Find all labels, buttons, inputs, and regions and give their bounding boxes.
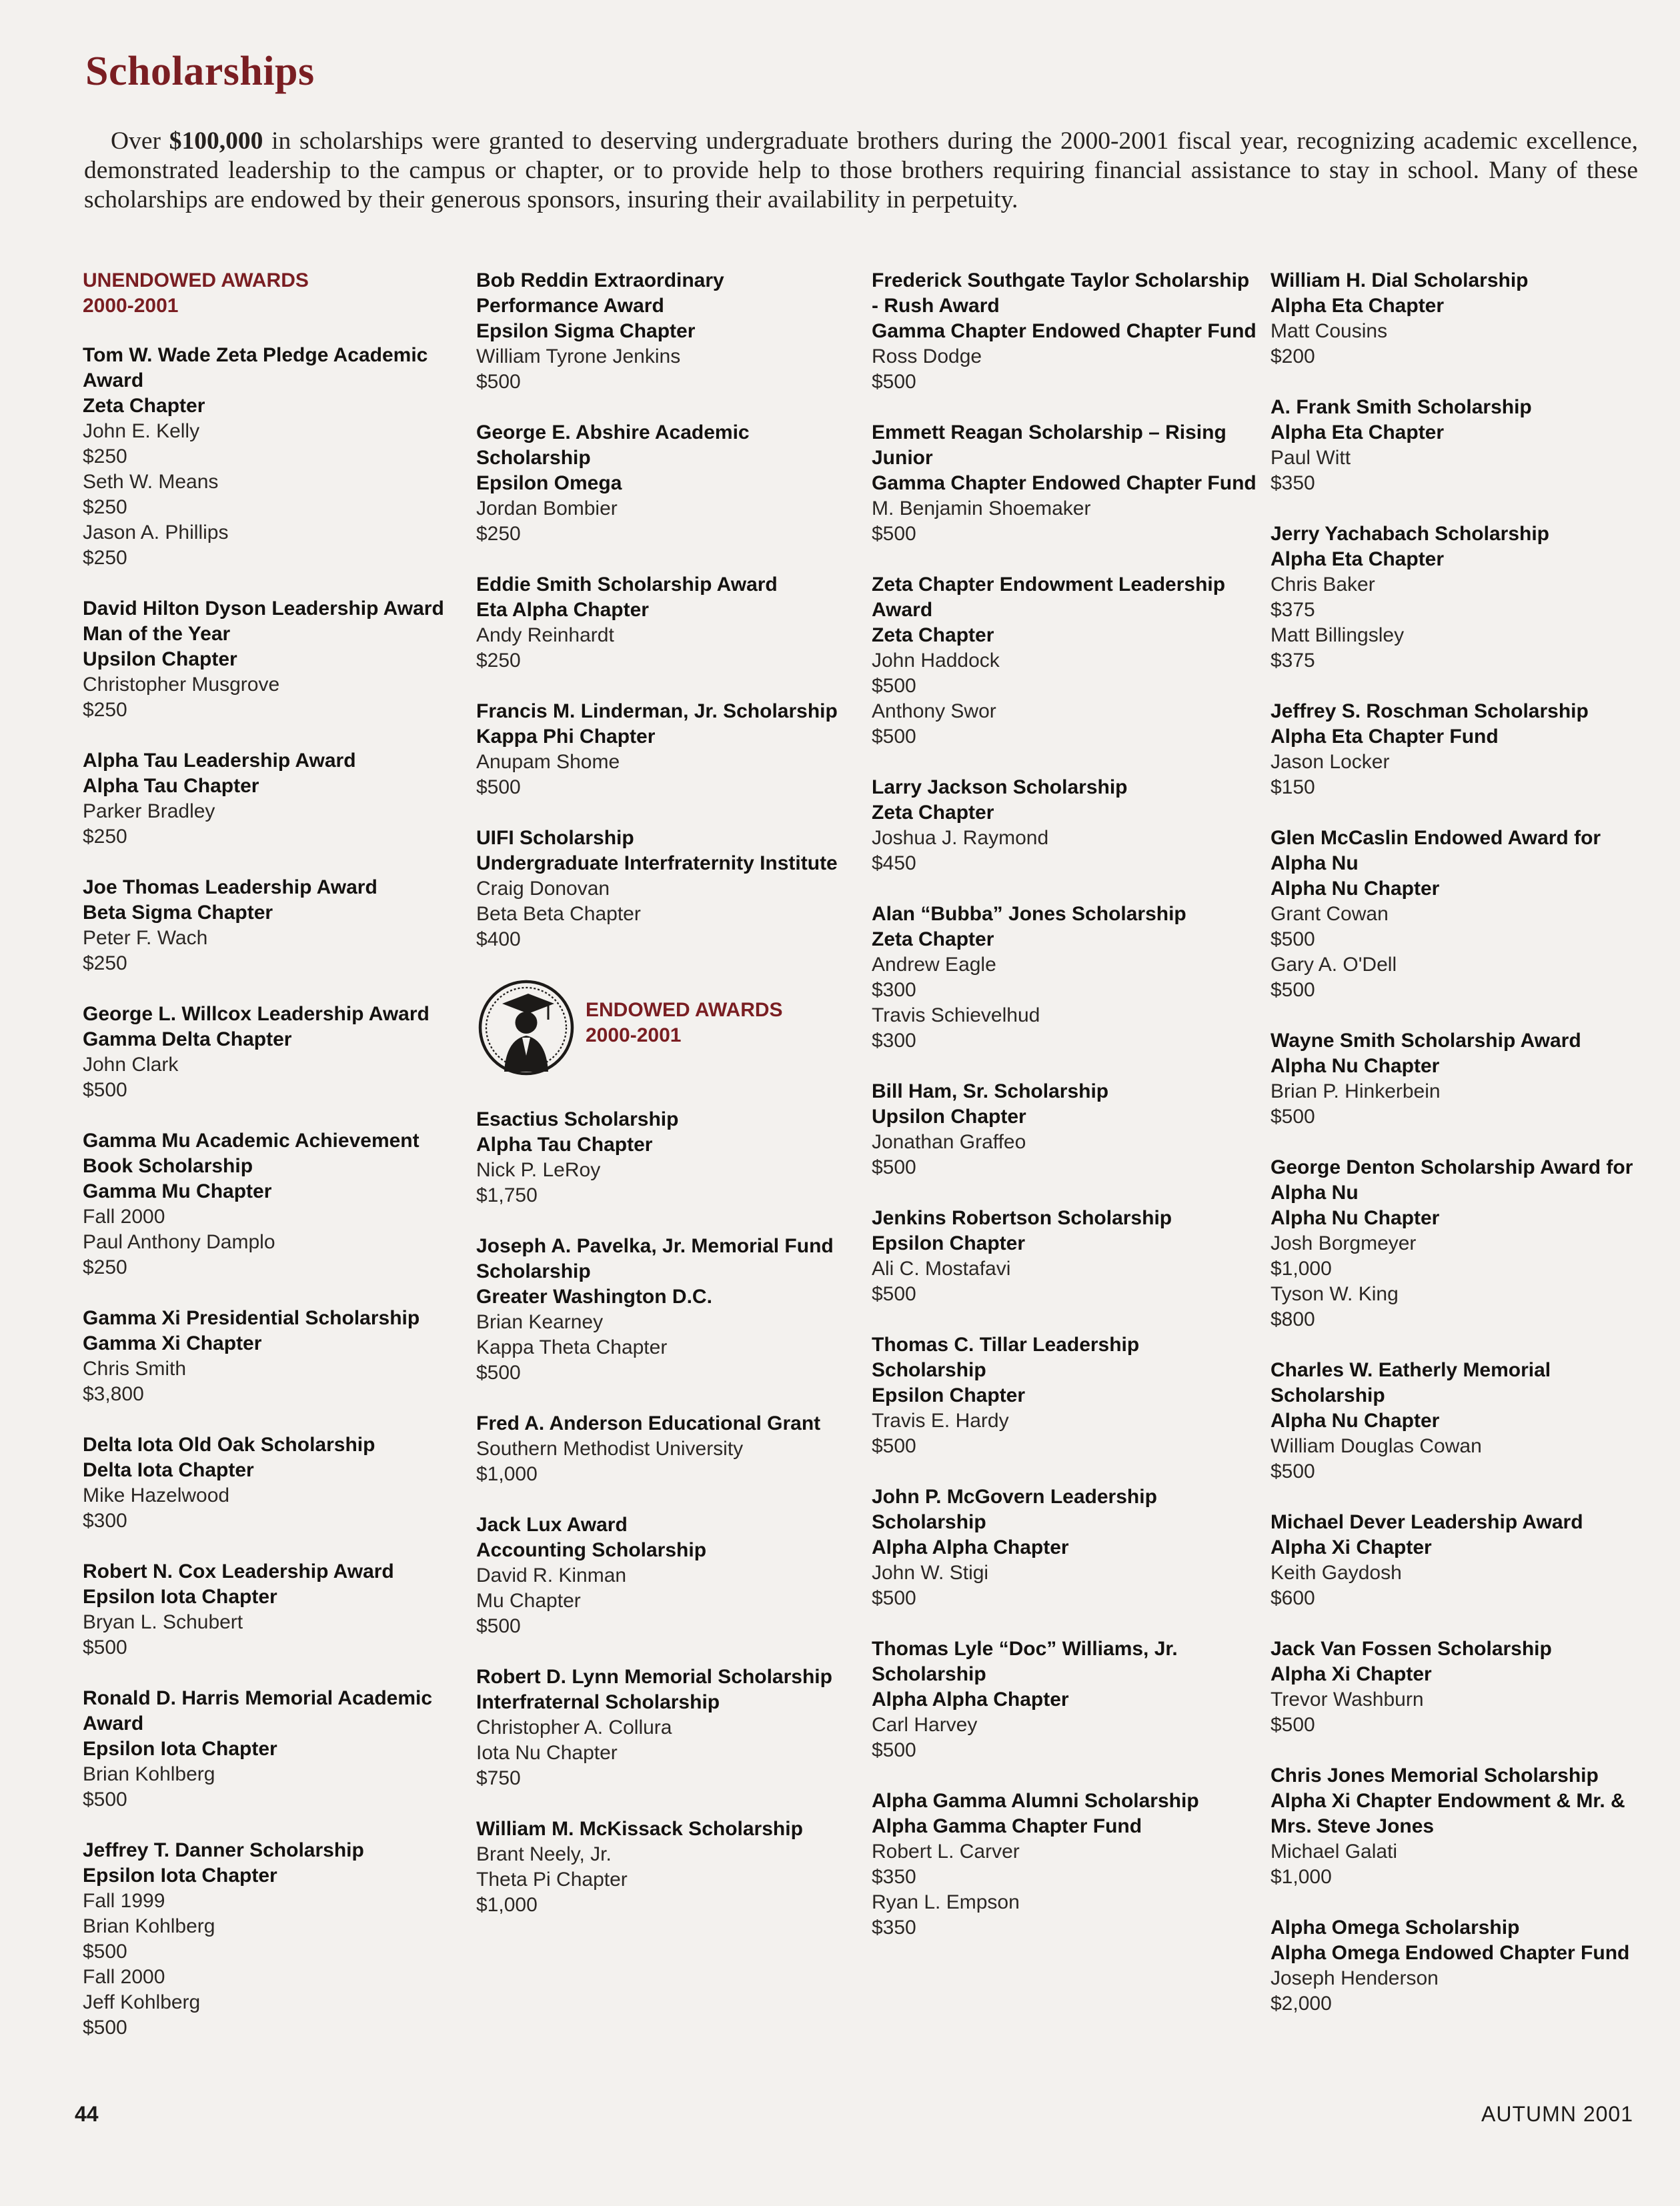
scholarship-sponsor: Alpha Nu Chapter	[1271, 1055, 1440, 1077]
scholarship-sponsor: Alpha Alpha Chapter	[872, 1536, 1069, 1558]
scholarship-detail: Andrew Eagle	[872, 954, 996, 976]
scholarship-sponsor: Upsilon Chapter	[83, 648, 237, 670]
scholarship-detail: $250	[476, 523, 521, 545]
scholarship-detail: Brian Kohlberg	[83, 1763, 215, 1785]
scholarship-title: Alan “Bubba” Jones Scholarship	[872, 903, 1186, 925]
scholarship-title: Jenkins Robertson Scholarship	[872, 1207, 1172, 1229]
issue-label: AUTUMN 2001	[1481, 2102, 1633, 2126]
scholarship-entry	[1271, 1915, 1644, 2017]
scholarship-title: Jerry Yachabach Scholarship	[1271, 523, 1549, 545]
scholarship-sponsor: Zeta Chapter	[872, 624, 994, 646]
scholarship-sponsor: Alpha Xi Chapter	[1271, 1536, 1432, 1558]
scholarship-sponsor: Alpha Xi Chapter Endowment & Mr. & Mrs. Steve Jones	[1271, 1790, 1625, 1837]
scholarship-detail: Josh Borgmeyer	[1271, 1232, 1417, 1254]
scholarship-sponsor: Alpha Gamma Chapter Fund	[872, 1815, 1142, 1837]
scholarship-title: Larry Jackson Scholarship	[872, 776, 1128, 798]
scholarship-detail: Ryan L. Empson	[872, 1891, 1020, 1913]
scholarship-detail: Andy Reinhardt	[476, 624, 614, 646]
scholarship-detail: $250	[83, 496, 127, 518]
scholarship-detail: Mu Chapter	[476, 1590, 581, 1612]
scholarship-entry	[872, 1484, 1258, 1611]
scholarship-sponsor: Gamma Chapter Endowed Chapter Fund	[872, 472, 1256, 494]
scholarship-entry	[872, 1206, 1258, 1307]
scholarship-detail: Christopher A. Collura	[476, 1717, 672, 1739]
scholarship-detail: Jeff Kohlberg	[83, 1991, 201, 2013]
scholarship-title: A. Frank Smith Scholarship	[1271, 396, 1532, 418]
column-1-entries	[83, 343, 456, 2041]
scholarship-entry	[83, 1128, 456, 1280]
scholarship-title: Alpha Gamma Alumni Scholarship	[872, 1790, 1199, 1812]
unendowed-heading-year: 2000-2001	[83, 295, 179, 317]
scholarship-detail: Bryan L. Schubert	[83, 1611, 243, 1633]
scholarship-entry	[83, 343, 456, 571]
scholarship-entry	[476, 826, 850, 952]
scholarship-sponsor: Gamma Xi Chapter	[83, 1332, 262, 1354]
scholarship-title: Delta Iota Old Oak Scholarship	[83, 1434, 375, 1456]
scholarship-detail: Fall 2000	[83, 1206, 165, 1228]
scholarship-detail: $500	[476, 1362, 521, 1384]
scholarship-detail: Brian P. Hinkerbein	[1271, 1080, 1441, 1102]
scholarship-detail: Michael Galati	[1271, 1841, 1398, 1863]
graduate-emblem-icon	[476, 978, 576, 1078]
scholarship-detail: William Tyrone Jenkins	[476, 345, 681, 367]
scholarship-title: Jeffrey T. Danner Scholarship	[83, 1839, 364, 1861]
scholarship-detail: Brant Neely, Jr.	[476, 1843, 612, 1865]
scholarship-detail: $500	[83, 1636, 127, 1659]
scholarship-detail: Chris Smith	[83, 1358, 187, 1380]
scholarship-sponsor: Alpha Eta Chapter	[1271, 548, 1445, 570]
scholarship-entry	[1271, 1358, 1644, 1484]
scholarship-title: Alpha Tau Leadership Award	[83, 750, 356, 772]
scholarship-entry	[476, 572, 850, 674]
scholarship-detail: Tyson W. King	[1271, 1283, 1399, 1305]
scholarship-title: UIFI Scholarship	[476, 827, 634, 849]
scholarship-sponsor: Alpha Eta Chapter Fund	[1271, 726, 1499, 748]
scholarship-title: Francis M. Linderman, Jr. Scholarship	[476, 700, 838, 722]
endowed-heading-year: 2000-2001	[586, 1024, 682, 1046]
scholarship-title: William M. McKissack Scholarship	[476, 1818, 803, 1840]
scholarship-sponsor: Accounting Scholarship	[476, 1539, 707, 1561]
scholarship-entry	[1271, 1763, 1644, 1890]
scholarship-detail: Travis E. Hardy	[872, 1410, 1009, 1432]
scholarship-detail: Carl Harvey	[872, 1714, 978, 1736]
scholarship-entry	[872, 902, 1258, 1054]
endowed-heading	[586, 998, 783, 1048]
scholarship-entry	[83, 1306, 456, 1407]
scholarship-detail: $250	[83, 547, 127, 569]
scholarship-detail: $150	[1271, 776, 1315, 798]
scholarship-entry	[83, 1432, 456, 1534]
scholarship-detail: Gary A. O'Dell	[1271, 954, 1397, 976]
scholarship-entry	[83, 1686, 456, 1813]
scholarship-detail: $250	[476, 650, 521, 672]
scholarship-sponsor: Kappa Phi Chapter	[476, 726, 656, 748]
scholarship-entry	[1271, 1636, 1644, 1738]
scholarship-detail: $500	[1271, 1106, 1315, 1128]
scholarship-detail: $500	[872, 1435, 916, 1457]
scholarship-detail: $500	[872, 1587, 916, 1609]
scholarship-entry	[476, 268, 850, 395]
scholarship-detail: Chris Baker	[1271, 574, 1375, 596]
scholarship-detail: Trevor Washburn	[1271, 1689, 1424, 1711]
scholarship-sponsor: Alpha Nu Chapter	[1271, 1410, 1440, 1432]
scholarship-detail: Theta Pi Chapter	[476, 1869, 628, 1891]
scholarship-detail: $300	[83, 1510, 127, 1532]
scholarship-detail: $250	[83, 699, 127, 721]
scholarship-entry	[1271, 395, 1644, 496]
scholarship-detail: $500	[872, 523, 916, 545]
scholarship-entry	[1271, 1028, 1644, 1130]
scholarship-title: Bill Ham, Sr. Scholarship	[872, 1080, 1109, 1102]
scholarship-detail: $1,000	[1271, 1866, 1332, 1888]
page-number: 44	[75, 2102, 99, 2126]
scholarship-detail: $500	[83, 1941, 127, 1963]
scholarship-detail: Jason A. Phillips	[83, 521, 229, 543]
scholarship-detail: John Clark	[83, 1054, 179, 1076]
scholarship-sponsor: Zeta Chapter	[872, 802, 994, 824]
scholarship-title: Robert N. Cox Leadership Award	[83, 1560, 394, 1582]
scholarship-detail: $600	[1271, 1587, 1315, 1609]
scholarship-sponsor: Zeta Chapter	[872, 928, 994, 950]
intro-before: Over	[111, 127, 169, 155]
scholarship-sponsor: Epsilon Iota Chapter	[83, 1738, 277, 1760]
scholarship-title: Alpha Omega Scholarship	[1271, 1917, 1520, 1939]
scholarship-detail: Nick P. LeRoy	[476, 1159, 601, 1181]
scholarship-entry	[872, 268, 1258, 395]
scholarship-title: Wayne Smith Scholarship Award	[1271, 1030, 1581, 1052]
column-3	[872, 268, 1258, 1966]
scholarship-entry	[872, 1789, 1258, 1941]
scholarship-sponsor: Epsilon Iota Chapter	[83, 1865, 277, 1887]
intro-amount: $100,000	[169, 127, 263, 155]
scholarship-detail: Ross Dodge	[872, 345, 982, 367]
scholarship-title: David Hilton Dyson Leadership Award	[83, 598, 444, 620]
scholarship-detail: Brian Kohlberg	[83, 1915, 215, 1937]
scholarship-detail: Parker Bradley	[83, 800, 215, 822]
scholarship-detail: $500	[83, 2017, 127, 2039]
scholarship-sponsor: Alpha Nu Chapter	[1271, 878, 1440, 900]
scholarship-title: Chris Jones Memorial Scholarship	[1271, 1765, 1599, 1787]
scholarship-detail: Mike Hazelwood	[83, 1484, 230, 1506]
scholarship-detail: $375	[1271, 599, 1315, 621]
scholarship-title: Frederick Southgate Taylor Scholarship - Rush Award	[872, 269, 1250, 317]
scholarship-detail: Fall 1999	[83, 1890, 165, 1912]
scholarship-detail: David R. Kinman	[476, 1564, 627, 1586]
scholarship-detail: Keith Gaydosh	[1271, 1562, 1402, 1584]
scholarship-detail: Robert L. Carver	[872, 1841, 1020, 1863]
scholarship-detail: Jonathan Graffeo	[872, 1131, 1026, 1153]
scholarship-sponsor: Alpha Tau Chapter	[83, 775, 259, 797]
scholarship-title: Esactius Scholarship	[476, 1108, 679, 1130]
scholarship-entry	[872, 775, 1258, 876]
intro-paragraph	[84, 127, 1638, 215]
scholarship-title: Tom W. Wade Zeta Pledge Academic Award	[83, 344, 428, 391]
scholarship-entry	[476, 1512, 850, 1639]
scholarship-title: William H. Dial Scholarship	[1271, 269, 1529, 291]
scholarship-sponsor: Interfraternal Scholarship	[476, 1691, 720, 1713]
scholarship-detail: $500	[872, 371, 916, 393]
scholarship-title: Gamma Mu Academic Achievement Book Scholarship	[83, 1130, 419, 1177]
scholarship-detail: Joshua J. Raymond	[872, 827, 1049, 849]
scholarship-detail: $500	[872, 726, 916, 748]
scholarship-sponsor: Man of the Year	[83, 623, 231, 645]
scholarship-entry	[83, 875, 456, 976]
scholarship-sponsor: Gamma Chapter Endowed Chapter Fund	[872, 320, 1256, 342]
scholarship-detail: $450	[872, 852, 916, 874]
scholarship-title: Zeta Chapter Endowment Leadership Award	[872, 574, 1226, 621]
scholarship-detail: $800	[1271, 1308, 1315, 1330]
scholarship-title: John P. McGovern Leadership Scholarship	[872, 1486, 1157, 1533]
column-2	[476, 268, 850, 1943]
scholarship-title: Eddie Smith Scholarship Award	[476, 574, 778, 596]
scholarship-detail: $350	[1271, 472, 1315, 494]
scholarship-entry	[83, 1838, 456, 2041]
scholarship-detail: $3,800	[83, 1383, 144, 1405]
scholarship-detail: $500	[1271, 1460, 1315, 1482]
scholarship-title: George Denton Scholarship Award for Alpha Nu	[1271, 1156, 1633, 1204]
scholarship-entry	[83, 596, 456, 723]
endowed-heading-title: ENDOWED AWARDS	[586, 999, 783, 1021]
scholarship-detail: $2,000	[1271, 1993, 1332, 2015]
scholarship-sponsor: Alpha Eta Chapter	[1271, 295, 1445, 317]
scholarship-detail: $1,000	[476, 1894, 538, 1916]
scholarship-title: Gamma Xi Presidential Scholarship	[83, 1307, 420, 1329]
scholarship-detail: $500	[83, 1079, 127, 1101]
scholarship-title: Jeffrey S. Roschman Scholarship	[1271, 700, 1589, 722]
scholarship-detail: Travis Schievelhud	[872, 1004, 1040, 1026]
column-4	[1271, 268, 1644, 2042]
scholarship-detail: $500	[476, 1615, 521, 1637]
scholarship-title: Charles W. Eatherly Memorial Scholarship	[1271, 1359, 1551, 1406]
scholarship-title: Bob Reddin Extraordinary Performance Award	[476, 269, 724, 317]
scholarship-detail: Brian Kearney	[476, 1311, 604, 1333]
scholarship-sponsor: Beta Sigma Chapter	[83, 902, 273, 924]
scholarship-entry	[872, 1332, 1258, 1459]
scholarship-entry	[83, 1002, 456, 1103]
column-4-entries	[1271, 268, 1644, 2017]
column-3-entries	[872, 268, 1258, 1941]
scholarship-title: Joseph A. Pavelka, Jr. Memorial Fund Scholarship	[476, 1235, 834, 1282]
scholarship-detail: Fall 2000	[83, 1966, 165, 1988]
scholarship-detail: Seth W. Means	[83, 471, 219, 493]
scholarship-detail: Jason Locker	[1271, 751, 1390, 773]
scholarship-entry	[476, 420, 850, 547]
scholarship-detail: William Douglas Cowan	[1271, 1435, 1482, 1457]
scholarship-detail: John W. Stigi	[872, 1562, 989, 1584]
scholarship-title: Thomas Lyle “Doc” Williams, Jr. Scholarship	[872, 1638, 1178, 1685]
scholarship-detail: $1,750	[476, 1184, 538, 1206]
unendowed-heading	[83, 268, 456, 319]
scholarship-detail: $250	[83, 826, 127, 848]
scholarship-entry	[476, 1817, 850, 1918]
scholarship-detail: John Haddock	[872, 650, 1000, 672]
scholarship-detail: $500	[83, 1789, 127, 1811]
scholarship-sponsor: Alpha Tau Chapter	[476, 1134, 653, 1156]
scholarship-detail: Paul Anthony Damplo	[83, 1231, 275, 1253]
scholarship-detail: $200	[1271, 345, 1315, 367]
scholarship-sponsor: Gamma Delta Chapter	[83, 1028, 292, 1050]
scholarship-title: Jack Lux Award	[476, 1514, 628, 1536]
scholarship-title: Jack Van Fossen Scholarship	[1271, 1638, 1552, 1660]
scholarship-detail: Iota Nu Chapter	[476, 1742, 618, 1764]
scholarship-detail: $400	[476, 928, 521, 950]
scholarship-detail: Kappa Theta Chapter	[476, 1336, 668, 1358]
scholarship-detail: Joseph Henderson	[1271, 1967, 1439, 1989]
scholarship-sponsor: Alpha Omega Endowed Chapter Fund	[1271, 1942, 1630, 1964]
scholarship-detail: $500	[872, 675, 916, 697]
scholarship-detail: Matt Cousins	[1271, 320, 1388, 342]
scholarship-detail: $500	[1271, 979, 1315, 1001]
scholarship-detail: $300	[872, 1030, 916, 1052]
scholarship-sponsor: Greater Washington D.C.	[476, 1286, 712, 1308]
scholarship-detail: Matt Billingsley	[1271, 624, 1405, 646]
scholarship-detail: Grant Cowan	[1271, 903, 1389, 925]
scholarship-detail: $500	[872, 1739, 916, 1761]
scholarship-entry	[872, 420, 1258, 547]
scholarship-detail: $500	[476, 776, 521, 798]
unendowed-heading-title: UNENDOWED AWARDS	[83, 269, 309, 291]
scholarship-title: Thomas C. Tillar Leadership Scholarship	[872, 1334, 1140, 1381]
scholarship-entry	[83, 748, 456, 850]
scholarship-entry	[476, 1665, 850, 1791]
scholarship-sponsor: Alpha Eta Chapter	[1271, 421, 1445, 443]
scholarship-sponsor: Epsilon Chapter	[872, 1232, 1026, 1254]
scholarship-detail: Southern Methodist University	[476, 1438, 744, 1460]
scholarship-title: Glen McCaslin Endowed Award for Alpha Nu	[1271, 827, 1601, 874]
scholarship-sponsor: Epsilon Omega	[476, 472, 622, 494]
scholarship-detail: Paul Witt	[1271, 447, 1351, 469]
scholarship-sponsor: Delta Iota Chapter	[83, 1459, 254, 1481]
scholarship-detail: Anupam Shome	[476, 751, 620, 773]
scholarship-entry	[476, 699, 850, 800]
scholarship-sponsor: Epsilon Sigma Chapter	[476, 320, 696, 342]
scholarship-detail: $1,000	[476, 1463, 538, 1485]
scholarship-sponsor: Epsilon Iota Chapter	[83, 1586, 277, 1608]
column-2-entries	[476, 268, 850, 952]
scholarship-sponsor: Eta Alpha Chapter	[476, 599, 649, 621]
scholarship-detail: John E. Kelly	[83, 420, 200, 442]
scholarship-detail: M. Benjamin Shoemaker	[872, 497, 1091, 519]
scholarship-detail: Ali C. Mostafavi	[872, 1258, 1011, 1280]
scholarship-entry	[1271, 699, 1644, 800]
scholarship-detail: $350	[872, 1866, 916, 1888]
scholarship-sponsor: Upsilon Chapter	[872, 1106, 1026, 1128]
endowed-section-header	[476, 978, 850, 1078]
scholarship-detail: $750	[476, 1767, 521, 1789]
scholarship-detail: Christopher Musgrove	[83, 674, 280, 696]
scholarship-detail: $300	[872, 979, 916, 1001]
scholarship-detail: $500	[872, 1283, 916, 1305]
scholarship-detail: Jordan Bombier	[476, 497, 618, 519]
scholarship-entry	[476, 1411, 850, 1487]
scholarship-sponsor: Epsilon Chapter	[872, 1384, 1026, 1406]
scholarship-detail: Peter F. Wach	[83, 927, 208, 949]
scholarship-entry	[476, 1107, 850, 1208]
scholarship-sponsor: Zeta Chapter	[83, 395, 205, 417]
column-2b-entries	[476, 1107, 850, 1918]
scholarship-entry	[476, 1234, 850, 1386]
scholarship-entry	[1271, 826, 1644, 1003]
scholarship-title: Joe Thomas Leadership Award	[83, 876, 377, 898]
scholarship-sponsor: Alpha Xi Chapter	[1271, 1663, 1432, 1685]
scholarship-detail: Beta Beta Chapter	[476, 903, 641, 925]
scholarship-sponsor: Alpha Nu Chapter	[1271, 1207, 1440, 1229]
scholarship-detail: $350	[872, 1917, 916, 1939]
scholarship-detail: Anthony Swor	[872, 700, 996, 722]
scholarship-entry	[83, 1559, 456, 1661]
intro-after: in scholarships were granted to deserving undergraduate brothers during the 2000-2001 fiscal year, recognizing academic excellence, demonstrated leadership to the campus or chapter, or to provide help to those brothers requiring financial assistance to stay in school. Many of these scholarships are endowed by their generous sponsors, insuring their availability in perpetuity.	[84, 127, 1638, 213]
scholarship-entry	[872, 1079, 1258, 1180]
scholarship-entry	[872, 572, 1258, 750]
scholarship-sponsor: Gamma Mu Chapter	[83, 1180, 272, 1202]
scholarship-detail: Craig Donovan	[476, 878, 610, 900]
scholarship-entry	[872, 1636, 1258, 1763]
scholarship-detail: $250	[83, 445, 127, 467]
scholarship-sponsor: Alpha Alpha Chapter	[872, 1689, 1069, 1711]
scholarship-entry	[1271, 268, 1644, 369]
column-1	[83, 268, 456, 2066]
scholarship-entry	[1271, 521, 1644, 674]
scholarship-detail: $500	[872, 1156, 916, 1178]
scholarship-detail: $500	[1271, 1714, 1315, 1736]
scholarship-detail: $500	[1271, 928, 1315, 950]
page-title: Scholarships	[85, 49, 315, 94]
scholarship-detail: $1,000	[1271, 1258, 1332, 1280]
scholarship-detail: $250	[83, 952, 127, 974]
scholarship-entry	[1271, 1155, 1644, 1332]
scholarship-sponsor: Undergraduate Interfraternity Institute	[476, 852, 838, 874]
scholarship-title: Michael Dever Leadership Award	[1271, 1511, 1583, 1533]
scholarship-detail: $375	[1271, 650, 1315, 672]
scholarship-title: George L. Willcox Leadership Award	[83, 1003, 430, 1025]
scholarship-title: Ronald D. Harris Memorial Academic Award	[83, 1687, 433, 1735]
scholarship-title: Fred A. Anderson Educational Grant	[476, 1412, 821, 1434]
scholarship-title: Emmett Reagan Scholarship – Rising Junior	[872, 421, 1226, 469]
scholarship-detail: $250	[83, 1256, 127, 1278]
scholarship-detail: $500	[476, 371, 521, 393]
scholarship-title: Robert D. Lynn Memorial Scholarship	[476, 1666, 832, 1688]
scholarship-title: George E. Abshire Academic Scholarship	[476, 421, 750, 469]
scholarship-entry	[1271, 1510, 1644, 1611]
